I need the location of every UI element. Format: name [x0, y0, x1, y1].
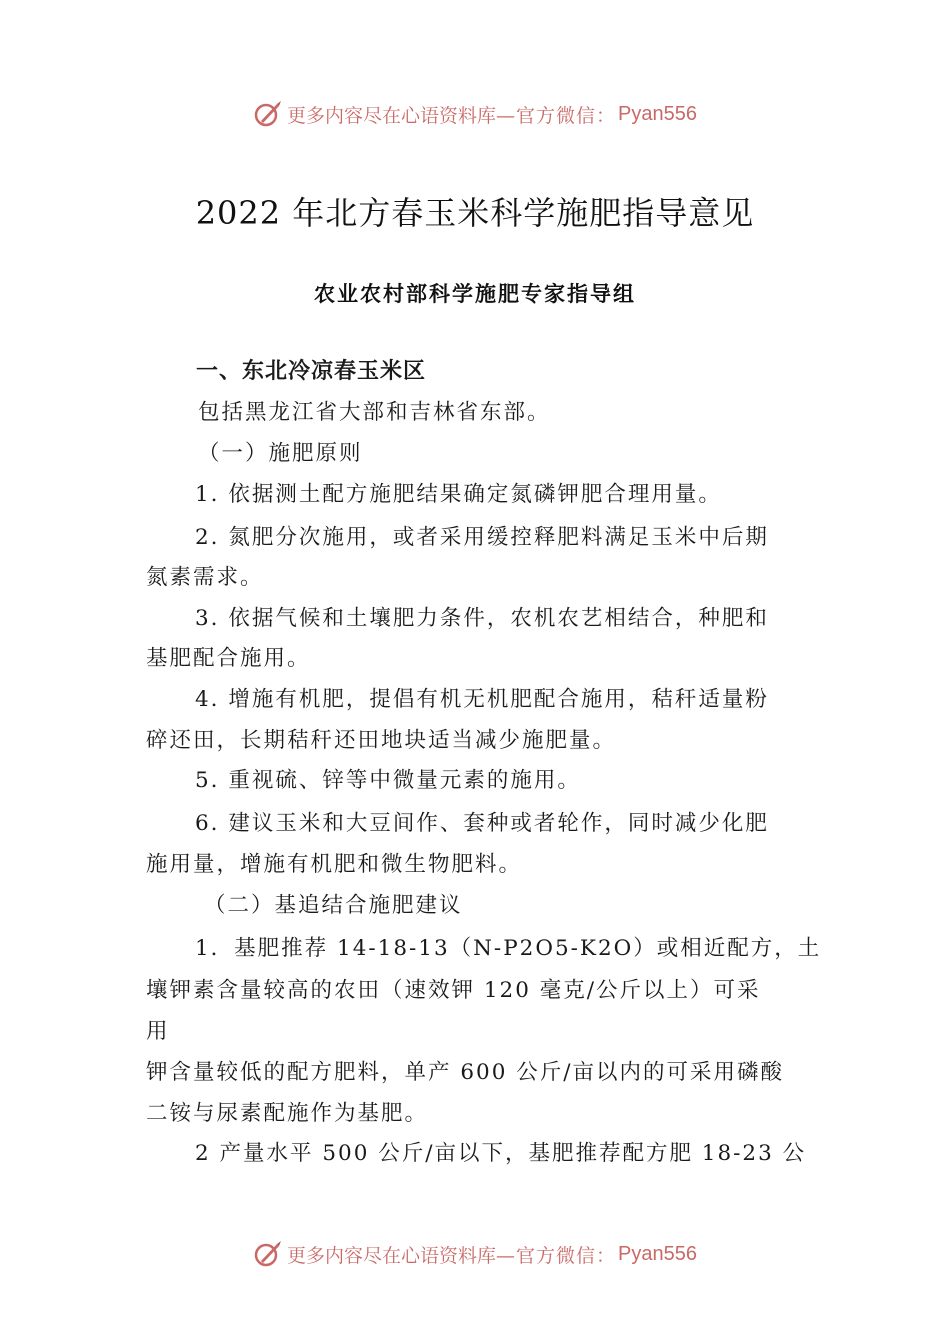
section-heading: 一、东北冷凉春玉米区 [196, 359, 427, 384]
list-item-continuation: 碎还田，长期秸秆还田地块适当减少施肥量。 [146, 728, 617, 753]
list-item: 5. 重视硫、锌等中微量元素的施用。 [195, 768, 581, 793]
list-item-continuation: 基肥配合施用。 [146, 646, 311, 671]
quill-logo-icon [253, 1239, 283, 1269]
watermark-separator: —官方微信： [496, 104, 617, 127]
list-item: 2. 氮肥分次施用，或者采用缓控释肥料满足玉米中后期 [195, 525, 769, 550]
list-item-continuation: 用 [146, 1019, 170, 1044]
watermark-id: Pyan556 [618, 102, 697, 125]
page-subtitle: 农业农村部科学施肥专家指导组 [314, 281, 636, 306]
watermark-id: Pyan556 [618, 1242, 697, 1265]
quill-logo-icon [253, 99, 283, 129]
subsection-heading: （一）施肥原则 [198, 441, 363, 466]
list-item-continuation: 二铵与尿素配施作为基肥。 [146, 1101, 429, 1126]
watermark-top [0, 94, 950, 134]
list-item-continuation: 钾含量较低的配方肥料，单产 600 公斤/亩以内的可采用磷酸 [146, 1060, 784, 1085]
subsection-heading: （二）基追结合施肥建议 [204, 893, 463, 918]
list-item: 1．基肥推荐 14-18-13（N-P2O5-K2O）或相近配方，土 [195, 936, 822, 961]
list-item-continuation: 施用量，增施有机肥和微生物肥料。 [146, 852, 523, 877]
list-item: 1. 依据测土配方施肥结果确定氮磷钾肥合理用量。 [195, 482, 722, 507]
list-item: 6. 建议玉米和大豆间作、套种或者轮作，同时减少化肥 [195, 811, 769, 836]
watermark-text: 更多内容尽在心语资料库 [287, 1244, 497, 1267]
list-item: 3. 依据气候和土壤肥力条件，农机农艺相结合，种肥和 [195, 606, 769, 631]
list-item: 2 产量水平 500 公斤/亩以下，基肥推荐配方肥 18-23 公 [195, 1141, 807, 1166]
list-item: 4. 增施有机肥，提倡有机无机肥配合施用，秸秆适量粉 [195, 687, 769, 712]
list-item-continuation: 氮素需求。 [146, 565, 264, 590]
page-title: 2022 年北方春玉米科学施肥指导意见 [195, 194, 755, 232]
paragraph-line: 包括黑龙江省大部和吉林省东部。 [198, 400, 551, 425]
list-item-continuation: 壤钾素含量较高的农田（速效钾 120 毫克/公斤以上）可采 [146, 978, 761, 1003]
watermark-bottom [0, 1234, 950, 1274]
watermark-text: 更多内容尽在心语资料库 [287, 104, 497, 127]
watermark-separator: —官方微信： [496, 1244, 617, 1267]
